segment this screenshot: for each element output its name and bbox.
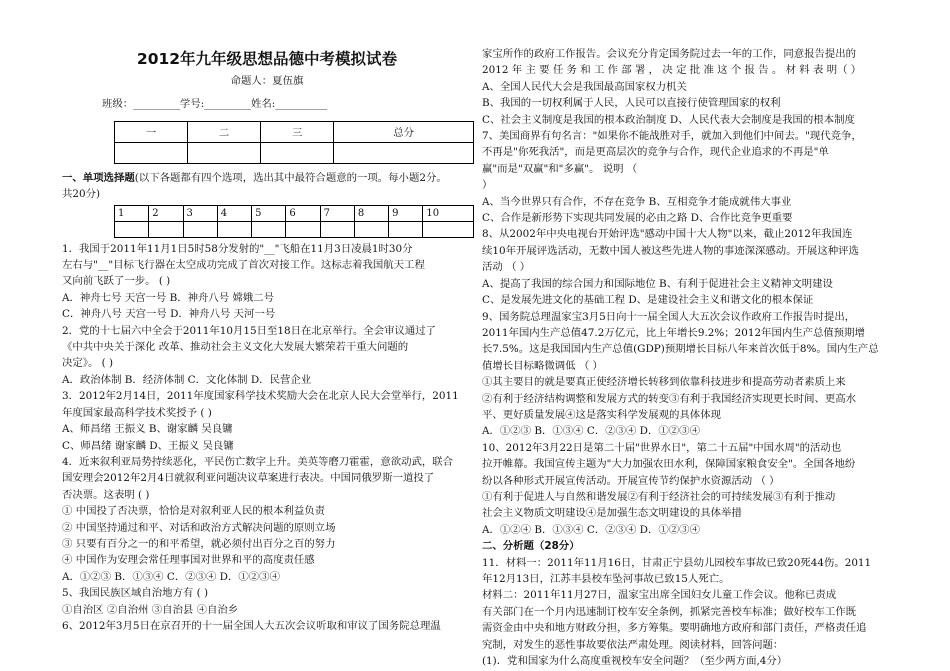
- question-line: 拉开帷幕。我国宣传主题为"大力加强农田水利，保障国家粮食安全"。全国各地纷: [482, 458, 856, 471]
- question-line: 2．党的十七届六中全会于2011年10月15日至18日在北京举行。全会审议通过了: [62, 324, 437, 337]
- question-line: 6、2012年3月5日在京召开的十一届全国人大五次会议听取和审议了国务院总理温: [62, 619, 441, 632]
- question-line: C、社会主义制度是我国的根本政治制度 D、人民代表大会制度是我国的根本制度: [482, 113, 855, 126]
- question-line: 长7.5%。这是我国国内生产总值(GDP)预期增长目标八年来首次低于8%。国内生产总: [482, 343, 879, 356]
- section1-note-cont: 共20分): [62, 188, 101, 201]
- answer-table: [114, 205, 474, 238]
- question-line: 续10年开展评选活动，无数中国人被这些先进人物的事迹深深感动。开展这种评选: [482, 244, 859, 257]
- answer-blank-row: [115, 221, 474, 237]
- question-line: 5、我国民族区域自治地方有 ( ): [62, 587, 209, 600]
- score-cell[interactable]: [115, 142, 188, 163]
- page-title: 2012年九年级思想品德中考模拟试卷: [136, 50, 398, 68]
- question-line: 有关部门在一个月内迅速制订校车安全条例，抓紧完善校车标准；做好校车工作既: [482, 605, 857, 618]
- question-line: A、当今世界只有合作，不存在竞争 B、互相竞争才能成就伟大事业: [482, 195, 792, 208]
- answer-number-cell: 4: [217, 205, 251, 221]
- score-table-blank-row: [115, 142, 474, 163]
- question-line: 11．材料一：2011年11月16日，甘肃正宁县幼儿园校车事故已致20死44伤。2011: [482, 556, 872, 569]
- question-line: A．①②③ B．①③④ C．②③④ D．①②③④: [62, 570, 280, 583]
- section1-heading: 一、单项选择题: [62, 171, 135, 184]
- answer-number-cell: 10: [423, 205, 474, 221]
- question-line: A．政治体制 B．经济体制 C．文化体制 D．民营企业: [62, 373, 312, 386]
- question-line: 7、美国商界有句名言："如果你不能战胜对手，就加入到他们中间去。"现代竞争，: [482, 130, 862, 143]
- question-line: ）: [482, 179, 493, 192]
- score-header-cell: 二: [188, 121, 261, 142]
- question-line: 否决票。这表明 ( ): [62, 488, 150, 501]
- question-line: 4．近来叙利亚局势持续恶化，平民伤亡数字上升。美英等磨刀霍霍，意欲动武，联合: [62, 455, 454, 468]
- answer-blank-cell[interactable]: [183, 221, 217, 237]
- question-line: A、提高了我国的综合国力和国际地位 B、有利于促进社会主义精神文明建设: [482, 277, 833, 290]
- answer-blank-cell[interactable]: [115, 221, 149, 237]
- question-line: ②有利于经济结构调整和发展方式的转变③有利于我国经济实现更长时间、更高水: [482, 392, 857, 405]
- score-cell[interactable]: [261, 142, 334, 163]
- score-header-cell: 一: [115, 121, 188, 142]
- question-line: C、是发展先进文化的基础工程 D、是建设社会主义和谐文化的根本保证: [482, 294, 814, 307]
- answer-blank-cell[interactable]: [252, 221, 286, 237]
- question-line: A、全国人民代大会是我国最高国家权力机关: [482, 80, 687, 93]
- question-line: 2012 年 主 要 任 务 和 工 作 部 署 ， 决 定 批 准 这 个 报 告 。 材 料 表 明（ ）: [482, 64, 862, 77]
- question-line: 不再是"你死我活"，而是更高层次的竞争与合作，现代企业追求的不再是"单: [482, 146, 829, 159]
- question-line: 8、从2002年中央电视台开始评选"感动中国十大人物"以来，截止2012年我国连: [482, 228, 853, 241]
- student-info-line: 班级：_________学号:_________姓名:__________: [102, 98, 328, 111]
- question-line: 年12月13日，江苏丰县校车坠河事故已致15人死亡。: [482, 573, 730, 585]
- answer-number-cell: 5: [252, 205, 286, 221]
- question-line: 家宝所作的政府工作报告。会议充分肯定国务院过去一年的工作，同意报告提出的: [482, 48, 857, 60]
- score-header-cell: 总分: [334, 121, 474, 142]
- question-line: A．①②③ B．①③④ C．②③④ D．①②③④: [482, 425, 700, 438]
- author-line: 命题人：夏伍旗: [230, 75, 304, 87]
- question-line: ①自治区 ②自治州 ③自治县 ④自治乡: [62, 603, 239, 616]
- question-line: 又向前飞跃了一步。 ( ): [62, 275, 171, 288]
- question-line: C、合作是新形势下实现共同发展的必由之路 D、合作比竞争更重要: [482, 212, 793, 225]
- answer-number-cell: 7: [320, 205, 354, 221]
- score-header-cell: 三: [261, 121, 334, 142]
- right-column: [482, 46, 892, 669]
- question-line: ① 中国投了否决票，恰恰是对叙利亚人民的根本利益负责: [62, 505, 326, 518]
- question-line: C．神舟八号 天宫一号 D．神舟八号 天河一号: [62, 308, 276, 321]
- right-questions: [482, 46, 892, 669]
- score-cell[interactable]: [334, 142, 474, 163]
- question-line: 平、更好质量发展④这是落实科学发展观的具体体现: [482, 408, 721, 421]
- question-line: ③ 只要有百分之一的和平希望，就必须付出百分之百的努力: [62, 537, 336, 550]
- question-line: 活动 （ ）: [482, 261, 531, 274]
- question-line: ①其主要目的就是要真正使经济增长转移到依靠科技进步和提高劳动者素质上来: [482, 376, 846, 389]
- section1-heading-line: [62, 170, 472, 186]
- answer-number-cell: 6: [286, 205, 320, 221]
- answer-number-cell: 2: [149, 205, 183, 221]
- answer-number-cell: 3: [183, 205, 217, 221]
- left-column: [62, 0, 472, 634]
- question-line: 《中共中央关于深化 改革、推动社会主义文化大发展大繁荣若干重大问题的: [62, 341, 409, 354]
- answer-blank-cell[interactable]: [423, 221, 474, 237]
- score-table-header-row: [115, 121, 474, 142]
- question-line: 二、分析题（28分）: [482, 540, 580, 553]
- answer-number-row: [115, 205, 474, 221]
- answer-blank-cell[interactable]: [320, 221, 354, 237]
- question-line: 国安理会2012年2月4日就叙利亚问题决议草案进行表决。中国同俄罗斯一道投了: [62, 472, 435, 485]
- answer-blank-cell[interactable]: [149, 221, 183, 237]
- question-line: 9、国务院总理温家宝3月5日向十一届全国人大五次会议作政府工作报告时提出，: [482, 310, 856, 323]
- question-line: 年度国家最高科学技术奖授予 ( ): [62, 406, 212, 419]
- question-line: (1)．党和国家为什么高度重视校车安全问题？（至少两方面,4分）: [482, 655, 788, 668]
- question-line: ④ 中国作为安理会常任理事国对世界和平的高度责任感: [62, 554, 315, 567]
- question-line: 3．2012年2月14日，2011年度国家科学技术奖励大会在北京人民大会堂举行，2011: [62, 390, 459, 403]
- question-line: ② 中国坚持通过和平、对话和政治方式解决问题的原则立场: [62, 521, 336, 534]
- question-line: 1．我国于2011年11月1日5时58分发射的"__"飞船在11月3日凌晨1时30分: [62, 242, 413, 255]
- question-line: 赢"而是"双赢"和"多赢"。 说明 （: [482, 162, 638, 175]
- section1-note: (以下各题都有四个选项，选出其中最符合题意的一项。每小题2分。: [134, 171, 447, 184]
- question-line: A．神舟七号 天宫一号 B．神舟八号 嫦娥二号: [62, 291, 275, 304]
- question-line: ①有利于促进人与自然和谐发展②有利于经济社会的可持续发展③有利于推动: [482, 490, 836, 503]
- question-line: A、师昌绪 王振义 B、谢家麟 吴良镛: [62, 423, 233, 436]
- question-line: 值增长目标略微调低 （ ）: [482, 359, 603, 372]
- answer-blank-cell[interactable]: [217, 221, 251, 237]
- answer-number-cell: 1: [115, 205, 149, 221]
- question-line: A．①②④ B．①③④ C．②③④ D．①②③④: [482, 523, 700, 536]
- question-line: B、我国的一切权利属于人民，人民可以直接行使管理国家的权利: [482, 97, 781, 110]
- question-line: 究制，对发生的恶性事故要依法严肃处理。阅读材料，回答问题：: [482, 638, 784, 651]
- score-table: [114, 121, 474, 164]
- left-questions: [62, 241, 472, 635]
- answer-blank-cell[interactable]: [354, 221, 388, 237]
- question-line: 左右与"__"目标飞行器在太空成功完成了首次对接工作。这标志着我国航天工程: [62, 259, 425, 272]
- question-line: 纷以各种形式开展宣传活动。开展宣传节约保护水资源活动 （ ）: [482, 474, 780, 487]
- question-line: 决定》。 ( ): [62, 357, 114, 370]
- question-line: 2011年国内生产总值47.2万亿元，比上年增长9.2%；2012年国内生产总值预期增: [482, 326, 865, 339]
- question-line: 社会主义物质文明建设④是加强生态文明建设的具体举措: [482, 507, 742, 520]
- question-line: 10、2012年3月22日是第二十届"世界水日"，第二十五届"中国水周"的活动也: [482, 441, 842, 454]
- question-line: 需资金由中央和地方财政分担，多方筹集。要明确地方政府和部门责任，严格责任追: [482, 622, 867, 635]
- answer-blank-cell[interactable]: [286, 221, 320, 237]
- question-line: 材料二：2011年11月27日，温家宝出席全国妇女儿童工作会议。他称已责成: [482, 589, 837, 602]
- answer-number-cell: 9: [389, 205, 423, 221]
- answer-number-cell: 8: [354, 205, 388, 221]
- answer-blank-cell[interactable]: [389, 221, 423, 237]
- score-cell[interactable]: [188, 142, 261, 163]
- question-line: C、师昌绪 谢家麟 D、王振义 吴良镛: [62, 439, 234, 452]
